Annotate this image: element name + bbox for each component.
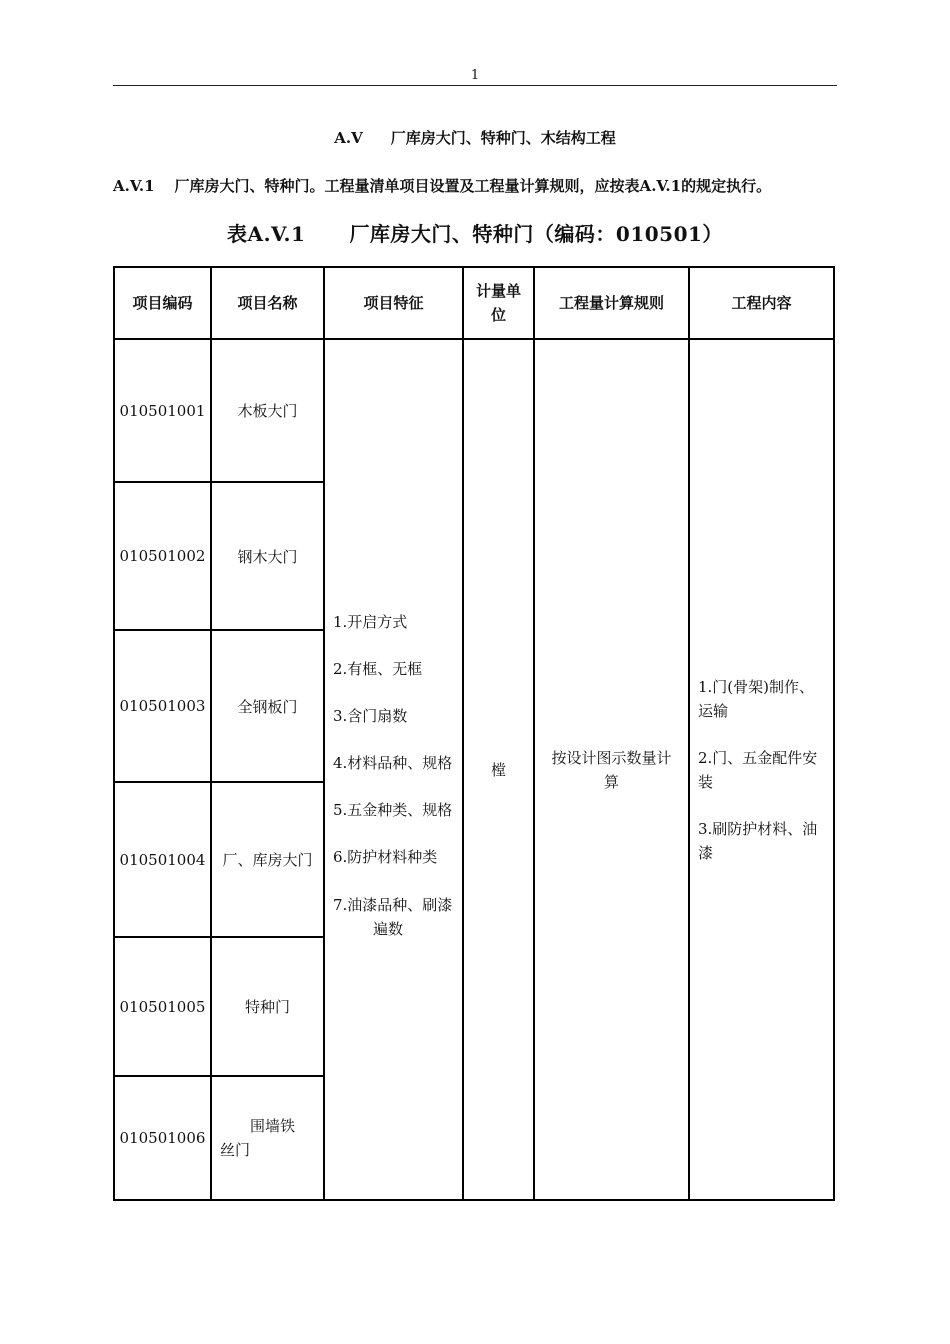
rule-line2: 算 (603, 772, 619, 791)
header-code: 项目编码 (114, 267, 211, 339)
section-code: A.V (334, 129, 363, 147)
clause-text: 厂库房大门、特种门。工程量清单项目设置及工程量计算规则，应按表A.V.1的规定执行。 (174, 177, 772, 195)
table-row (114, 339, 834, 482)
section-heading (0, 127, 950, 148)
feature-item-line1: 7.油漆品种、刷漆 (333, 895, 453, 914)
table-header-row (114, 267, 834, 339)
item-name-line1: 围墙铁 (250, 1117, 296, 1135)
header-unit-line1: 计量单 (475, 282, 521, 300)
header-unit-line2: 位 (490, 306, 506, 324)
header-unit (463, 267, 534, 339)
item-name: 木板大门 (211, 339, 324, 482)
content-cell (689, 339, 834, 1200)
feature-item: 2.有框、无框 (333, 659, 423, 678)
item-name-line2: 丝门 (220, 1141, 251, 1159)
spec-table (113, 266, 835, 1201)
item-name: 厂、库房大门 (211, 782, 324, 937)
feature-item: 6.防护材料种类 (333, 847, 438, 866)
section-title: 厂库房大门、特种门、木结构工程 (390, 129, 616, 147)
feature-item: 3.含门扇数 (333, 706, 408, 725)
unit-cell: 樘 (463, 339, 534, 1200)
rule-cell (534, 339, 689, 1200)
item-name: 特种门 (211, 937, 324, 1076)
feature-item-line2: 遍数 (373, 919, 404, 938)
feature-item: 1.开启方式 (333, 612, 408, 631)
clause-paragraph (113, 175, 853, 196)
header-rule (113, 85, 837, 86)
item-code: 010501006 (114, 1076, 211, 1200)
item-code: 010501004 (114, 782, 211, 937)
item-code: 010501002 (114, 482, 211, 630)
item-code: 010501001 (114, 339, 211, 482)
feature-item: 4.材料品种、规格 (333, 753, 453, 772)
page-number: 1 (470, 68, 480, 83)
item-code: 010501005 (114, 937, 211, 1076)
header-content: 工程内容 (689, 267, 834, 339)
content-item: 1.门(骨架)制作、 运输 (698, 677, 815, 720)
feature-item: 5.五金种类、规格 (333, 800, 453, 819)
content-item: 2.门、五金配件安 装 (698, 748, 818, 791)
header-rule: 工程量计算规则 (534, 267, 689, 339)
table-title (0, 218, 950, 247)
item-name (211, 1076, 324, 1200)
content-item: 3.刷防护材料、油 漆 (698, 819, 818, 862)
table-code: 表A.V.1 (227, 222, 306, 246)
clause-code: A.V.1 (113, 177, 155, 195)
item-code: 010501003 (114, 630, 211, 782)
feature-item (333, 881, 462, 941)
header-features: 项目特征 (324, 267, 463, 339)
header-name: 项目名称 (211, 267, 324, 339)
rule-line1: 按设计图示数量计 (551, 748, 672, 767)
item-name: 全钢板门 (211, 630, 324, 782)
table-name: 厂库房大门、特种门（编码：010501） (349, 222, 723, 246)
item-name: 钢木大门 (211, 482, 324, 630)
feature-list (324, 339, 463, 1200)
